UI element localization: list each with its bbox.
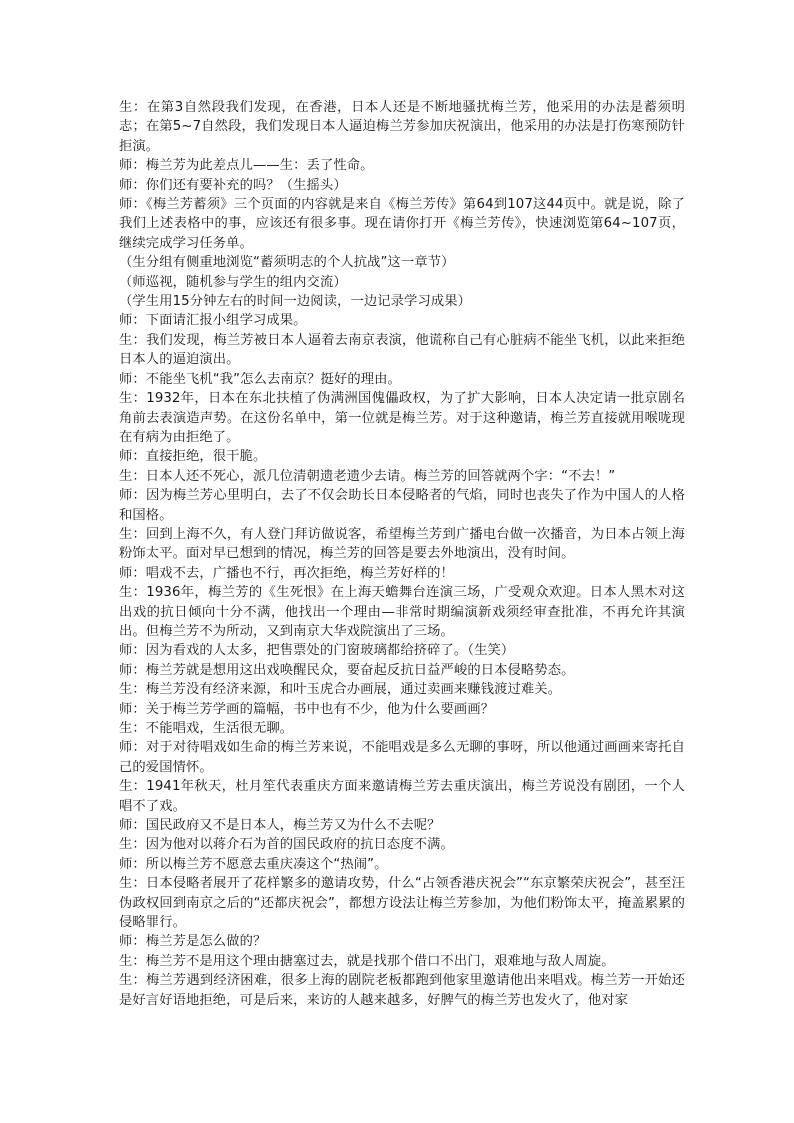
paragraph-21: 师：关于梅兰芳学画的篇幅，书中也有不少，他为什么要画画？ [119,701,495,717]
paragraph-27: 师：所以梅兰芳不愿意去重庆凑这个“热闹”。 [119,856,388,872]
paragraph-13: 生：日本人还不死心，派几位清朝遗老遗少去请。梅兰芳的回答就两个字：“不去！” [119,468,616,484]
paragraph-18: 师：因为看戏的人太多，把售票处的门窗玻璃都给挤碎了。（生笑） [119,643,515,659]
paragraph-30: 生：梅兰芳不是用这个理由搪塞过去，就是找那个借口不出门，艰难地与敌人周旋。 [119,953,615,969]
paragraph-8: 师：下面请汇报小组学习成果。 [119,313,307,329]
paragraph-2: 师：梅兰芳为此差点儿——生：丢了性命。 [119,158,374,174]
document-body [119,98,685,1010]
paragraph-9: 生：我们发现，梅兰芳被日本人逼着去南京表演，他谎称自己有心脏病不能坐飞机，以此来拒绝日本人的逼迫演出。 [119,332,685,368]
paragraph-11: 生：1932年，日本在东北扶植了伪满洲国傀儡政权，为了扩大影响，日本人决定请一批京剧名角前去表演造声势。在这份名单中，第一位就是梅兰芳。对于这种邀请，梅兰芳直接就用喉咙现在有病为由拒绝了。 [119,391,685,445]
paragraph-22: 生：不能唱戏，生活很无聊。 [119,721,294,736]
paragraph-31: 生：梅兰芳遇到经济困难，很多上海的剧院老板都跑到他家里邀请他出来唱戏。梅兰芳一开始还是好言好语地拒绝，可是后来，来访的人越来越多，好脾气的梅兰芳也发火了，他对家 [119,973,685,1008]
paragraph-23: 师：对于对待唱戏如生命的梅兰芳来说，不能唱戏是多么无聊的事呀，所以他通过画画来寄托自己的爱国情怀。 [119,740,685,775]
paragraph-5: （生分组有侧重地浏览“蓄须明志的个人抗战”这一章节） [119,255,455,271]
paragraph-29: 师：梅兰芳是怎么做的？ [119,934,267,950]
paragraph-19: 师：梅兰芳就是想用这出戏唤醒民众，要奋起反抗日益严峻的日本侵略势态。 [119,662,575,678]
paragraph-12: 师：直接拒绝，很干脆。 [119,449,267,465]
paragraph-25: 师：国民政府又不是日本人，梅兰芳又为什么不去呢？ [119,818,441,834]
paragraph-3: 师：你们还有要补充的吗？（生摇头） [119,177,347,193]
paragraph-28: 生：日本侵略者展开了花样繁多的邀请攻势，什么“占领香港庆祝会”“东京繁荣庆祝会”，甚至汪伪政权回到南京之后的“还都庆祝会”，都想方设法让梅兰芳参加，为他们粉饰太平，掩盖累累的侵略罪行。 [119,876,685,931]
paragraph-1: 生：在第3自然段我们发现，在香港，日本人还是不断地骚扰梅兰芳，他采用的办法是蓄须明志；在第5~7自然段，我们发现日本人逼迫梅兰芳参加庆祝演出，他采用的办法是打伤寒预防针拒演。 [119,100,685,154]
paragraph-17: 生：1936年，梅兰芳的《生死恨》在上海天蟾舞台连演三场，广受观众欢迎。日本人黑木对这出戏的抗日倾向十分不满，他找出一个理由—非常时期编演新戏须经审查批准，不再允许其演出。但梅兰芳不为所动，又到南京大华戏院演出了三场。 [119,585,685,639]
paragraph-24: 生：1941年秋天，杜月笙代表重庆方面来邀请梅兰芳去重庆演出，梅兰芳说没有剧团，一个人唱不了戏。 [119,779,685,814]
paragraph-14: 师：因为梅兰芳心里明白，去了不仅会助长日本侵略者的气焰，同时也丧失了作为中国人的人格和国格。 [119,488,685,523]
paragraph-20: 生：梅兰芳没有经济来源，和叶玉虎合办画展，通过卖画来赚钱渡过难关。 [119,682,562,698]
paragraph-15: 生：回到上海不久，有人登门拜访做说客，希望梅兰芳到广播电台做一次播音，为日本占领上海粉饰太平。面对早已想到的情况，梅兰芳的回答是要去外地演出，没有时间。 [119,526,685,562]
paragraph-7: （学生用15分钟左右的时间一边阅读，一边记录学习成果） [119,294,472,310]
paragraph-26: 生：因为他对以蒋介石为首的国民政府的抗日态度不满。 [119,837,454,853]
paragraph-4: 师：《梅兰芳蓄须》三个页面的内容就是来自《梅兰芳传》第64到107这44页中。就是说，除了我们上述表格中的事，应该还有很多事。现在请你打开《梅兰芳传》，快速浏览第64~107页，继续完成学习任务单。 [119,197,685,251]
paragraph-16: 师：唱戏不去，广播也不行，再次拒绝，梅兰芳好样的！ [119,565,454,581]
paragraph-6: （师巡视，随机参与学生的组内交流） [119,274,347,290]
paragraph-10: 师：不能坐飞机“我”怎么去南京？挺好的理由。 [119,371,401,387]
